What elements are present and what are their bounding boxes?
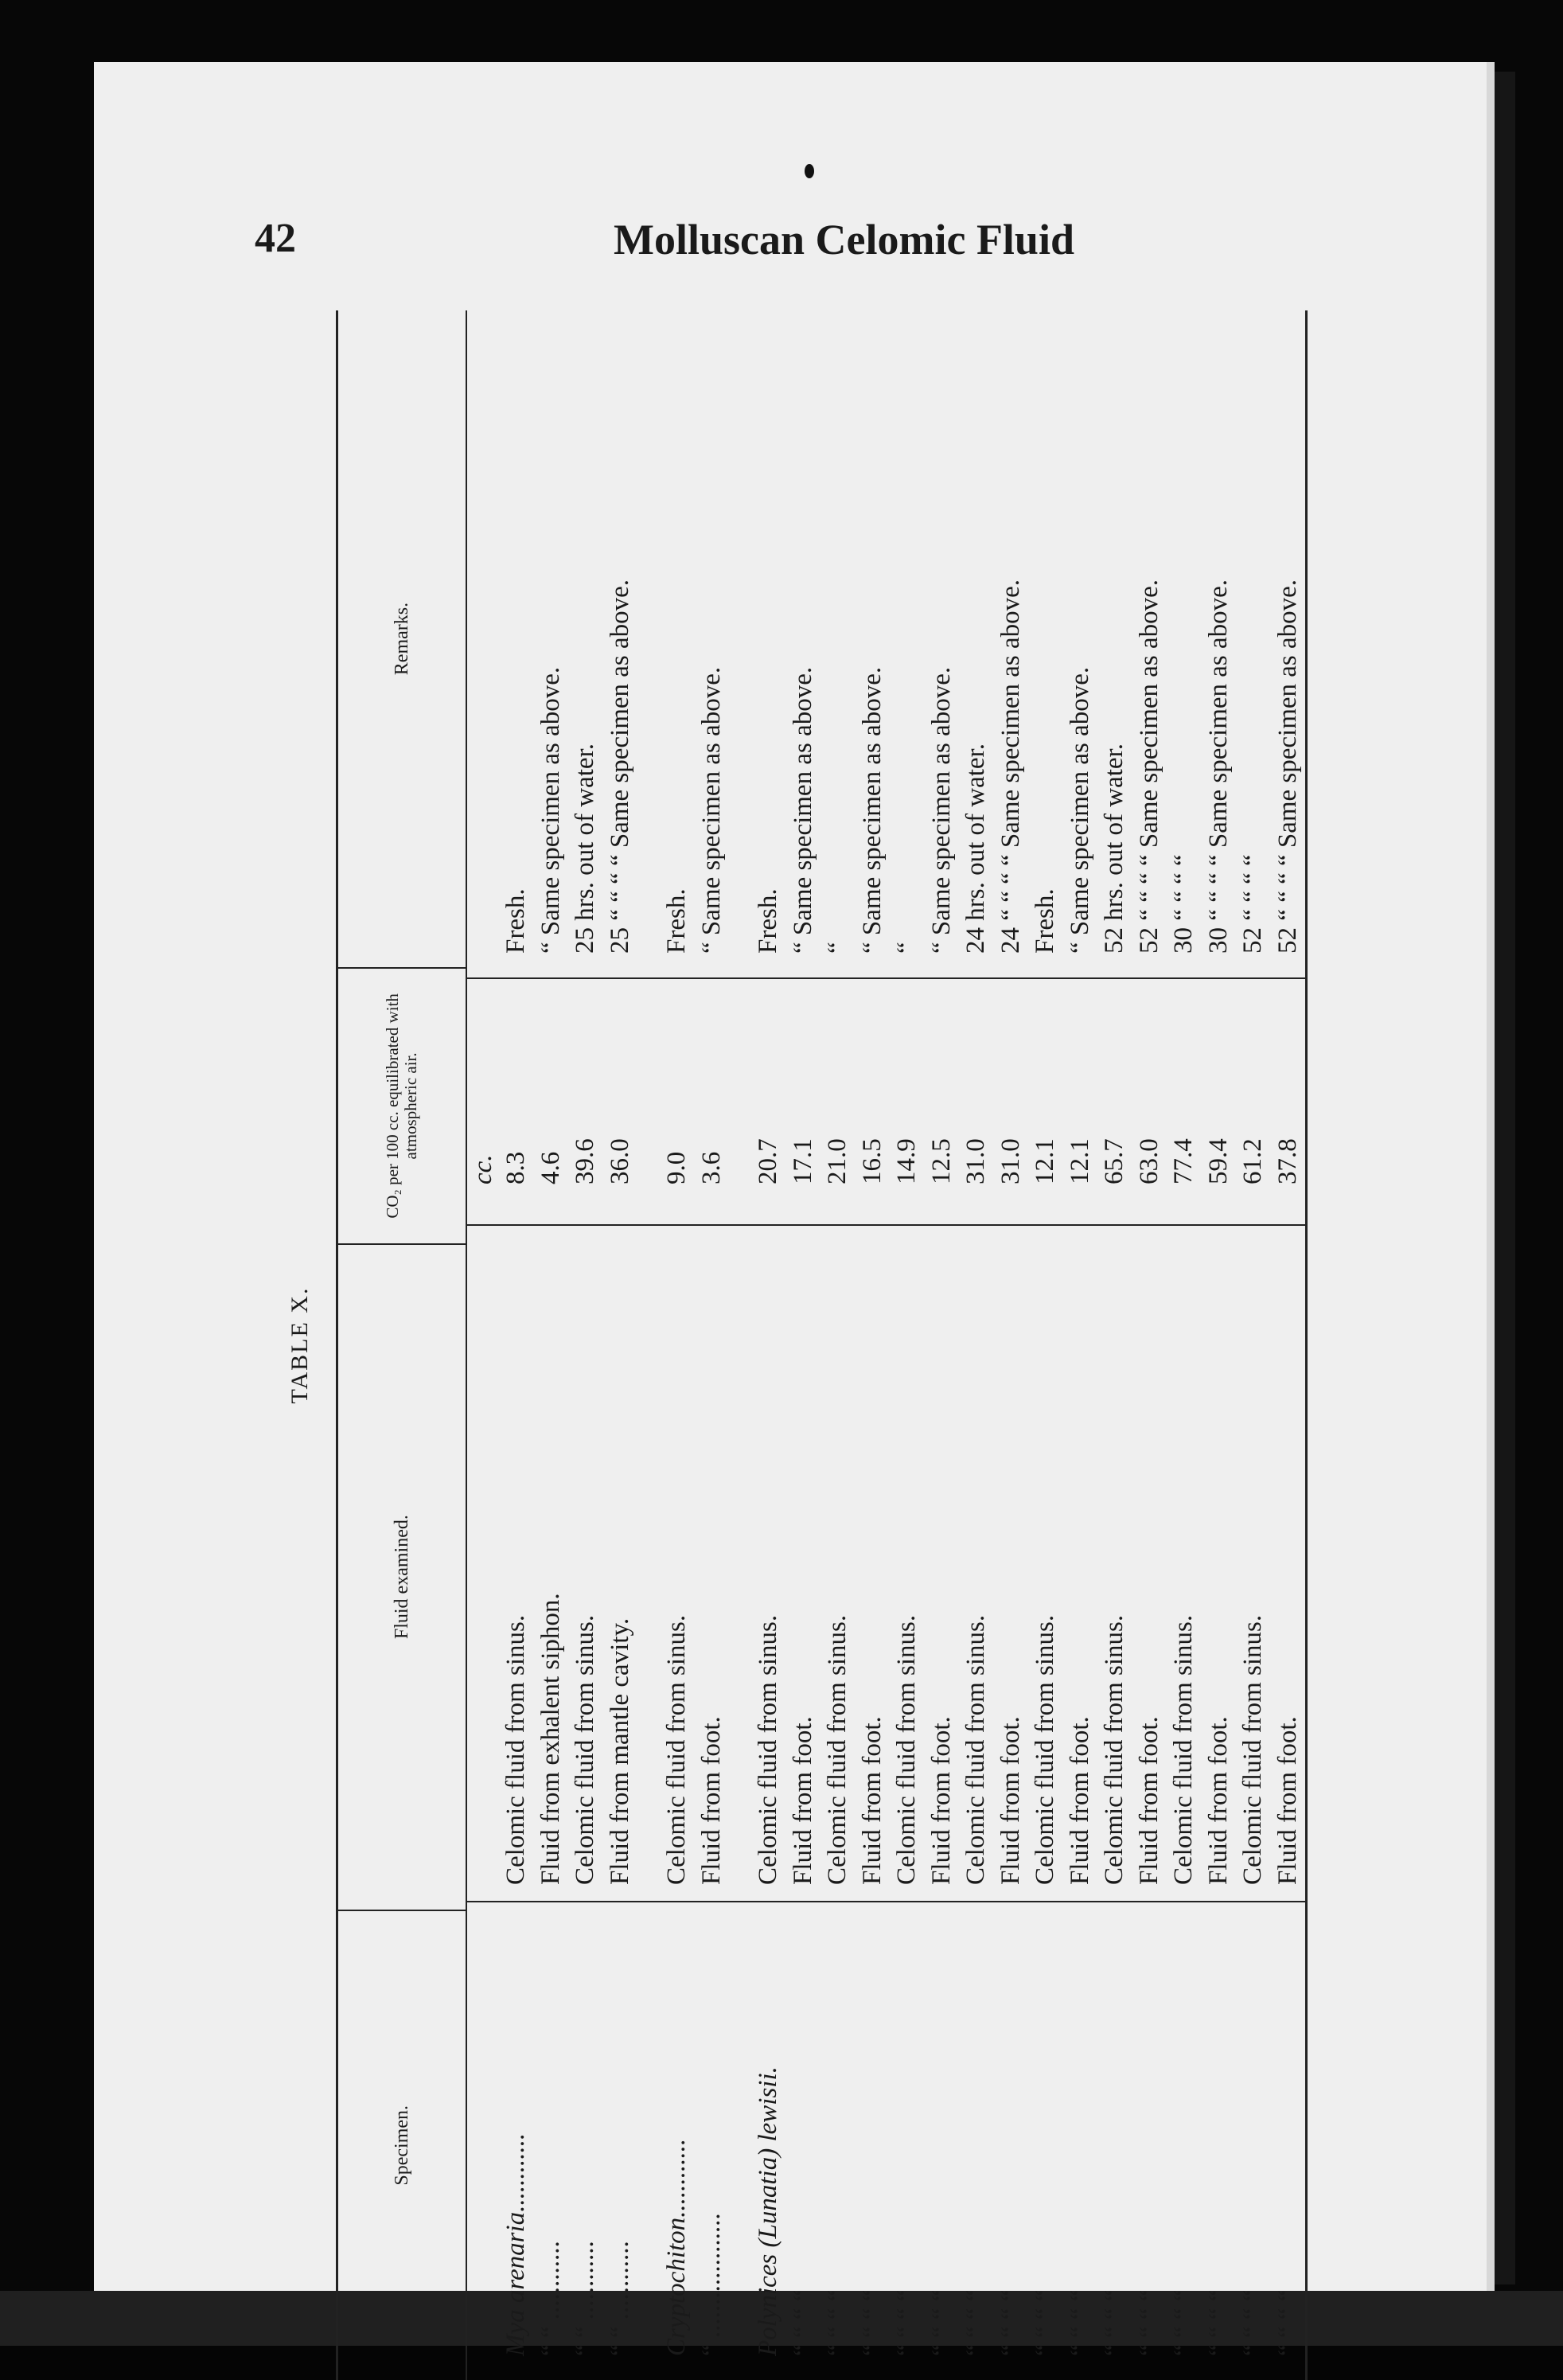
cell-co2: 31.0	[961, 1138, 991, 1184]
cell-fluid: Celomic fluid from sinus.	[1238, 1614, 1268, 1885]
ink-speck	[805, 164, 814, 178]
table-row	[820, 310, 856, 2380]
cell-specimen: Polynices (Lunatia) lewisii.	[754, 2066, 783, 2356]
cell-co2: 17.1	[788, 1138, 817, 1184]
table-row	[786, 310, 821, 2380]
cell-co2: 12.1	[1065, 1138, 1094, 1184]
table-row	[1028, 310, 1063, 2380]
cell-remarks: “ Same specimen as above.	[536, 666, 565, 954]
cell-remarks: “ Same specimen as above.	[788, 666, 817, 954]
cell-specimen: “ “ “ “	[1065, 2289, 1094, 2356]
cell-co2: 63.0	[1134, 1138, 1163, 1184]
cell-remarks: Fresh.	[662, 888, 692, 954]
cell-fluid: Fluid from exhalent siphon.	[536, 1593, 565, 1885]
cell-remarks: 30 “ “ “ “ Same specimen as above.	[1203, 579, 1233, 954]
cell-remarks: “ Same specimen as above.	[857, 666, 887, 954]
cell-remarks: “ Same specimen as above.	[1065, 666, 1094, 954]
page-number: 42	[255, 216, 296, 261]
cell-fluid: Fluid from foot.	[696, 1716, 726, 1885]
table-row	[1132, 310, 1167, 2380]
cell-fluid: Fluid from mantle cavity.	[605, 1617, 634, 1885]
cell-fluid: Fluid from foot.	[1134, 1716, 1163, 1885]
cell-fluid: Fluid from foot.	[926, 1716, 956, 1885]
cell-fluid: Celomic fluid from sinus.	[571, 1614, 600, 1885]
header-co2: CO₂ per 100 cc. equilibrated with atmospheric air.	[338, 969, 466, 1245]
cell-co2: 37.8	[1273, 1138, 1302, 1184]
cell-co2: 59.4	[1203, 1138, 1233, 1184]
cell-co2: 36.0	[605, 1138, 634, 1184]
cell-co2: 9.0	[662, 1151, 692, 1184]
cell-fluid: Celomic fluid from sinus.	[961, 1614, 991, 1885]
cell-fluid: Fluid from foot.	[857, 1716, 887, 1885]
cell-remarks: Fresh.	[501, 888, 531, 954]
cell-fluid: Celomic fluid from sinus.	[501, 1614, 531, 1885]
cell-remarks: Fresh.	[754, 888, 783, 954]
table-row	[890, 310, 925, 2380]
cell-co2: 14.9	[892, 1138, 922, 1184]
cell-co2: 39.6	[571, 1138, 600, 1184]
unit-row	[467, 310, 499, 2380]
row-spacer	[729, 310, 751, 2380]
cell-remarks: “ Same specimen as above.	[926, 666, 956, 954]
cell-co2: 3.6	[696, 1151, 726, 1184]
table-row	[1271, 310, 1306, 2380]
table-row	[695, 310, 730, 2380]
cell-remarks: 24 “ “ “ “ Same specimen as above.	[996, 579, 1025, 954]
cell-fluid: Fluid from foot.	[1203, 1716, 1233, 1885]
cell-fluid: Celomic fluid from sinus.	[892, 1614, 922, 1885]
scan-binding-shadow	[1495, 72, 1515, 2284]
table-row	[1097, 310, 1132, 2380]
cell-fluid: Fluid from foot.	[788, 1716, 817, 1885]
cell-specimen: “ “ “ “	[1100, 2289, 1129, 2356]
cell-specimen: “ ...................	[696, 2213, 726, 2356]
cell-remarks: 52 hrs. out of water.	[1100, 743, 1129, 954]
cell-co2: 4.6	[536, 1151, 565, 1184]
header-remarks: Remarks.	[338, 310, 466, 969]
cell-co2: 8.3	[501, 1151, 531, 1184]
table-row	[660, 310, 695, 2380]
cell-co2: 12.5	[926, 1138, 956, 1184]
cell-remarks: 30 “ “ “ “	[1169, 854, 1199, 954]
table-row	[751, 310, 786, 2380]
cell-fluid: Fluid from foot.	[1065, 1716, 1094, 1885]
cell-co2: 61.2	[1238, 1138, 1268, 1184]
cell-remarks: 25 hrs. out of water.	[571, 743, 600, 954]
data-table	[336, 310, 1308, 2380]
cell-specimen: “ “ ............	[571, 2241, 600, 2356]
page-header	[255, 215, 1074, 279]
table-row	[568, 310, 603, 2380]
table-body	[467, 310, 1305, 2380]
cell-specimen: “ “ “ “	[1273, 2289, 1302, 2356]
table-row	[603, 310, 638, 2380]
cell-remarks: 52 “ “ “ “ Same specimen as above.	[1273, 579, 1302, 954]
cell-specimen: “ “ “ “	[1134, 2289, 1163, 2356]
cell-specimen: Cryptochiton............	[662, 2138, 692, 2356]
cell-co2: 31.0	[996, 1138, 1025, 1184]
cell-fluid: Celomic fluid from sinus.	[754, 1614, 783, 1885]
cell-specimen: “ “ “ “	[926, 2289, 956, 2356]
cell-specimen: “ “ ............	[536, 2241, 565, 2356]
table-caption: TABLE X.	[286, 1286, 313, 1404]
cell-specimen: “ “ “ “	[788, 2289, 817, 2356]
running-title: Molluscan Celomic Fluid	[614, 216, 1074, 263]
cell-specimen: “ “ “ “	[1031, 2289, 1060, 2356]
table-row	[499, 310, 534, 2380]
table-row	[959, 310, 994, 2380]
cell-remarks: 25 “ “ “ “ Same specimen as above.	[605, 579, 634, 954]
cell-specimen: “ “ “ “	[823, 2289, 852, 2356]
page-edge	[1487, 62, 1495, 2291]
cell-specimen: “ “ ............	[605, 2241, 634, 2356]
header-fluid: Fluid examined.	[338, 1245, 466, 1911]
cell-fluid: Fluid from foot.	[996, 1716, 1025, 1885]
table-row	[1202, 310, 1237, 2380]
unit-label: cc.	[468, 1154, 497, 1184]
cell-remarks: 52 “ “ “ “ Same specimen as above.	[1134, 579, 1163, 954]
table-row	[1063, 310, 1098, 2380]
cell-co2: 12.1	[1031, 1138, 1060, 1184]
cell-fluid: Celomic fluid from sinus.	[823, 1614, 852, 1885]
row-spacer	[637, 310, 660, 2380]
cell-co2: 65.7	[1100, 1138, 1129, 1184]
table-row	[1167, 310, 1202, 2380]
cell-specimen: “ “ “ “	[1238, 2289, 1268, 2356]
rotated-table	[286, 310, 1321, 2380]
cell-remarks: “	[823, 942, 852, 954]
header-specimen: Specimen.	[391, 2105, 412, 2186]
cell-co2: 16.5	[857, 1138, 887, 1184]
table-row	[534, 310, 569, 2380]
cell-fluid: Celomic fluid from sinus.	[1031, 1614, 1060, 1885]
cell-specimen: “ “ “ “	[996, 2289, 1025, 2356]
cell-co2: 77.4	[1169, 1138, 1199, 1184]
cell-remarks: “ Same specimen as above.	[696, 666, 726, 954]
cell-specimen: “ “ “ “	[1203, 2289, 1233, 2356]
cell-fluid: Celomic fluid from sinus.	[1169, 1614, 1199, 1885]
table-row	[925, 310, 960, 2380]
cell-fluid: Celomic fluid from sinus.	[1100, 1614, 1129, 1885]
cell-specimen: “ “ “ “	[857, 2289, 887, 2356]
cell-specimen: Mya arenaria............	[501, 2132, 531, 2356]
cell-fluid: Fluid from foot.	[1273, 1716, 1302, 1885]
table-row	[856, 310, 891, 2380]
cell-remarks: “	[892, 942, 922, 954]
cell-remarks: 52 “ “ “ “	[1238, 854, 1268, 954]
cell-specimen: “ “ “ “	[892, 2289, 922, 2356]
table-row	[1236, 310, 1271, 2380]
cell-co2: 21.0	[823, 1138, 852, 1184]
table-row	[994, 310, 1029, 2380]
cell-specimen: “ “ “ “	[1169, 2289, 1199, 2356]
cell-fluid: Celomic fluid from sinus.	[662, 1614, 692, 1885]
cell-remarks: Fresh.	[1031, 888, 1060, 954]
cell-specimen: “ “ “ “	[961, 2289, 991, 2356]
cell-co2: 20.7	[754, 1138, 783, 1184]
cell-remarks: 24 hrs. out of water.	[961, 743, 991, 954]
table-header-row	[338, 310, 467, 2380]
